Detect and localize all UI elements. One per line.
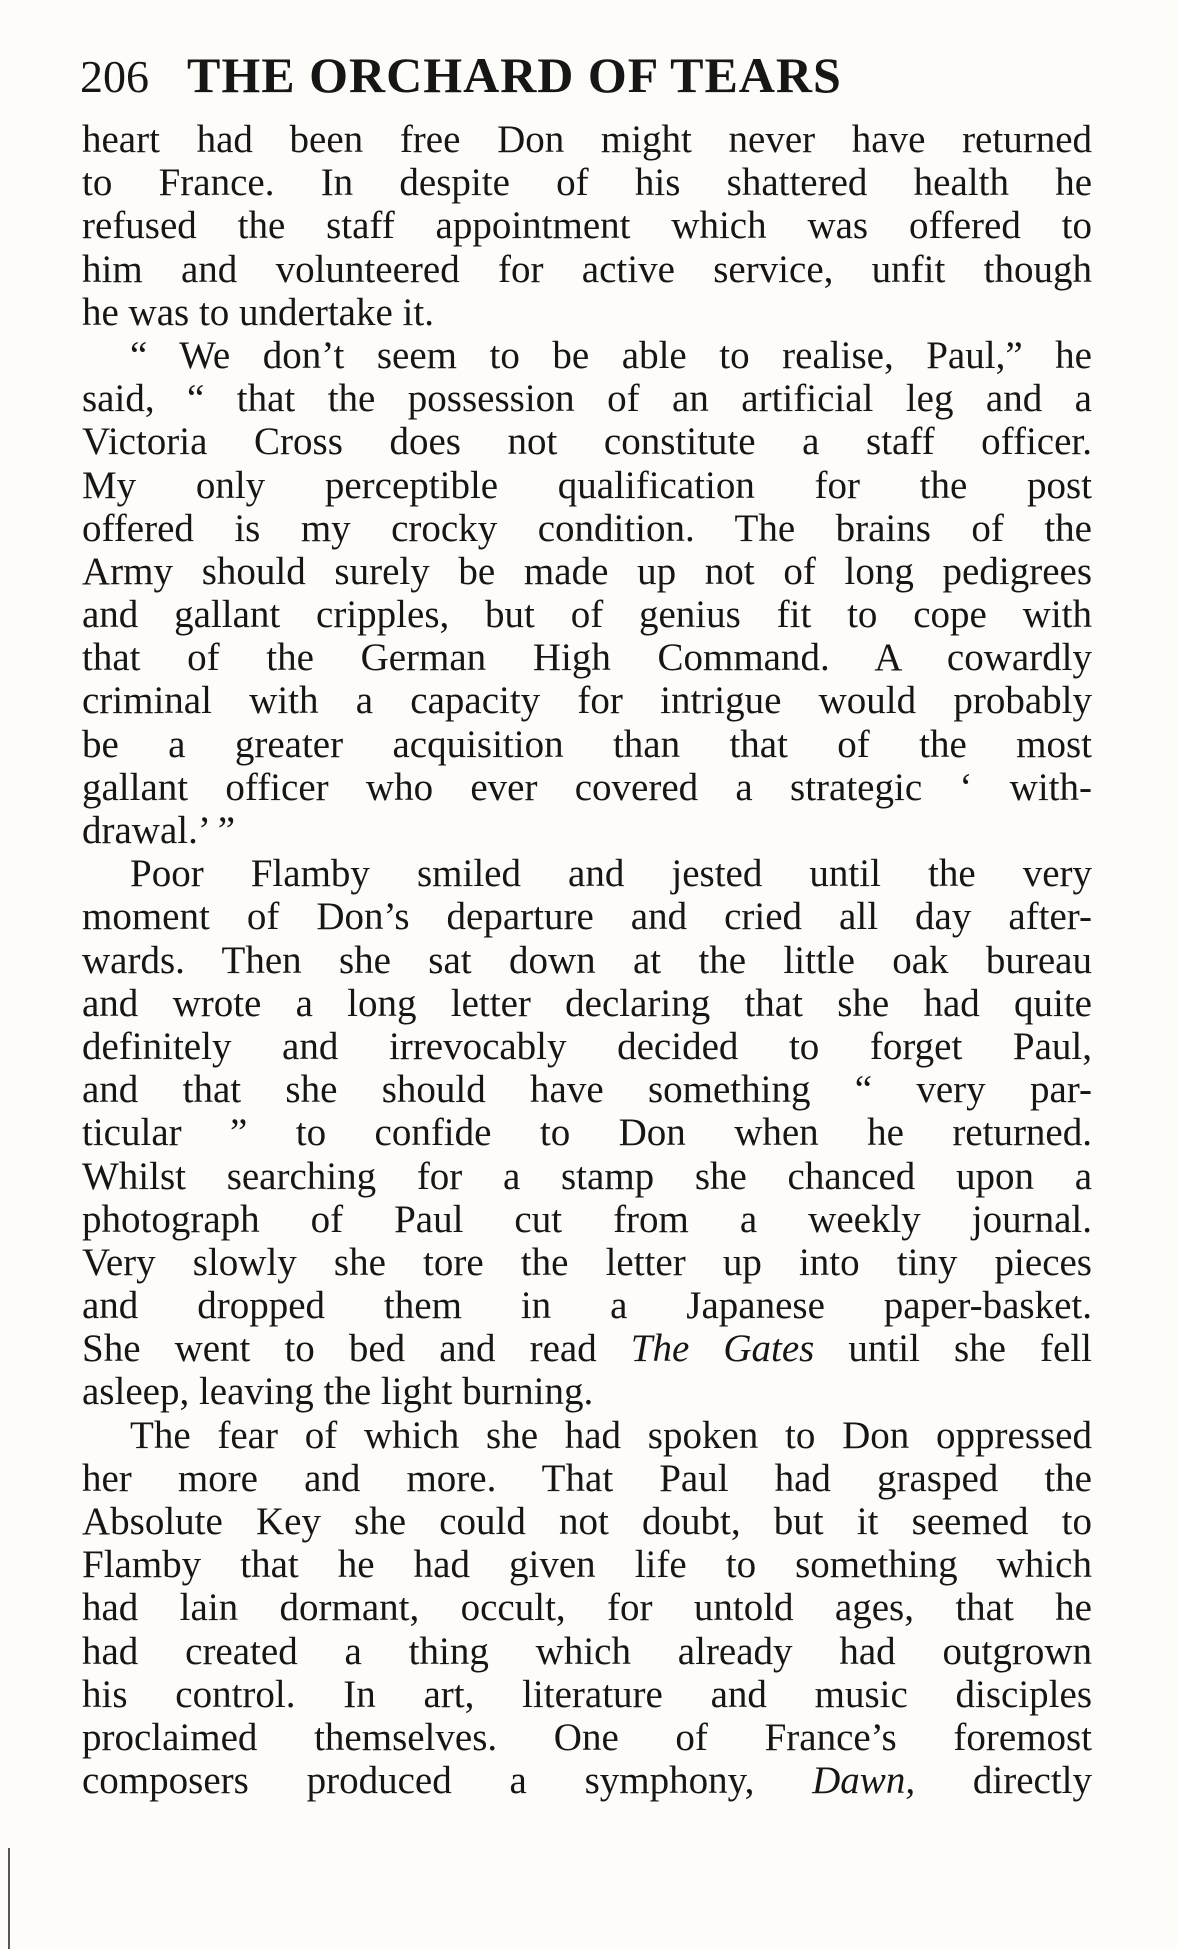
text-segment: Poor Flamby smiled and jested until the very xyxy=(130,852,1092,896)
text-line xyxy=(82,1716,1092,1759)
text-line xyxy=(82,248,1092,291)
text-line xyxy=(82,464,1092,507)
text-segment: photograph of Paul cut from a weekly journal. xyxy=(82,1197,1092,1241)
text-segment: to France. In despite of his shattered health he xyxy=(82,161,1092,205)
text-line xyxy=(82,1111,1092,1154)
text-segment: composers produced a symphony, xyxy=(82,1759,813,1803)
text-segment: asleep, leaving the light burning. xyxy=(82,1370,594,1414)
text-line xyxy=(82,161,1092,204)
text-segment: he was to undertake it. xyxy=(82,290,434,334)
text-segment: Very slowly she tore the letter up into tiny pieces xyxy=(82,1240,1092,1284)
text-segment: Flamby that he had given life to something which xyxy=(82,1543,1092,1587)
text-line xyxy=(82,507,1092,550)
text-line xyxy=(82,1457,1092,1500)
text-segment: criminal with a capacity for intrigue would probably xyxy=(82,679,1092,723)
text-segment: definitely and irrevocably decided to forget Paul, xyxy=(82,1024,1092,1068)
text-segment: moment of Don’s departure and cried all day after- xyxy=(82,895,1092,939)
text-segment: had created a thing which already had outgrown xyxy=(82,1629,1092,1673)
text-line xyxy=(82,723,1092,766)
text-segment: said, “ that the possession of an artificial leg and a xyxy=(82,377,1092,421)
text-segment: and that she should have something “ very par- xyxy=(82,1068,1092,1112)
text-line xyxy=(82,1414,1092,1457)
text-line xyxy=(82,550,1092,593)
text-segment: and wrote a long letter declaring that she had quite xyxy=(82,981,1092,1025)
text-line xyxy=(82,939,1092,982)
text-line xyxy=(82,593,1092,636)
text-line xyxy=(82,118,1092,161)
text-line xyxy=(82,334,1092,377)
text-line xyxy=(82,679,1092,722)
running-head xyxy=(80,40,980,110)
text-segment: Army should surely be made up not of long pedigrees xyxy=(82,549,1092,593)
text-segment: and dropped them in a Japanese paper-basket. xyxy=(82,1284,1092,1328)
text-line xyxy=(82,809,1092,852)
text-line xyxy=(82,377,1092,420)
text-segment: Whilst searching for a stamp she chanced upon a xyxy=(82,1154,1092,1198)
text-segment: heart had been free Don might never have returned xyxy=(82,118,1092,161)
text-segment: until she fell xyxy=(814,1327,1092,1371)
text-line xyxy=(82,1155,1092,1198)
text-line xyxy=(82,291,1092,334)
text-segment: gallant officer who ever covered a strategic ‘ with- xyxy=(82,765,1092,809)
text-segment: My only perceptible qualification for the post xyxy=(82,463,1092,507)
body-text xyxy=(82,118,1092,1908)
page-number: 206 xyxy=(80,51,149,102)
text-line xyxy=(82,1586,1092,1629)
text-segment: Victoria Cross does not constitute a staff officer. xyxy=(82,420,1092,464)
text-line xyxy=(82,1673,1092,1716)
text-segment: proclaimed themselves. One of France’s foremost xyxy=(82,1715,1092,1759)
text-line xyxy=(82,420,1092,463)
text-segment: directly xyxy=(915,1759,1092,1803)
text-segment: her more and more. That Paul had grasped the xyxy=(82,1456,1092,1500)
text-line xyxy=(82,1198,1092,1241)
text-segment: wards. Then she sat down at the little oak bureau xyxy=(82,938,1092,982)
text-line xyxy=(82,1759,1092,1802)
italic-title: The Gates xyxy=(630,1327,815,1371)
text-segment: offered is my crocky condition. The brains of the xyxy=(82,506,1092,550)
italic-title: Dawn, xyxy=(812,1759,916,1803)
text-segment: his control. In art, literature and music disciples xyxy=(82,1672,1092,1716)
text-line xyxy=(82,895,1092,938)
text-line xyxy=(82,1327,1092,1370)
text-segment: refused the staff appointment which was offered to xyxy=(82,204,1092,248)
text-segment: him and volunteered for active service, unfit though xyxy=(82,247,1092,291)
running-title: THE ORCHARD OF TEARS xyxy=(187,47,842,103)
text-segment: had lain dormant, occult, for untold ages, that he xyxy=(82,1586,1092,1630)
text-line xyxy=(82,1370,1092,1413)
text-segment: “ We don’t seem to be able to realise, Paul,” he xyxy=(130,333,1092,377)
text-line xyxy=(82,1241,1092,1284)
text-segment: and gallant cripples, but of genius fit to cope with xyxy=(82,593,1092,637)
text-line xyxy=(82,1284,1092,1327)
margin-rule xyxy=(8,1848,10,1949)
text-line xyxy=(82,766,1092,809)
text-line xyxy=(82,636,1092,679)
text-line xyxy=(82,852,1092,895)
text-segment: ticular ” to confide to Don when he returned. xyxy=(82,1111,1092,1155)
text-line xyxy=(82,982,1092,1025)
text-line xyxy=(82,1630,1092,1673)
text-line xyxy=(82,204,1092,247)
text-line xyxy=(82,1068,1092,1111)
text-segment: She went to bed and read xyxy=(82,1327,631,1371)
text-segment: The fear of which she had spoken to Don oppressed xyxy=(130,1413,1092,1457)
text-segment: that of the German High Command. A cowardly xyxy=(82,636,1092,680)
text-line xyxy=(82,1543,1092,1586)
text-line xyxy=(82,1025,1092,1068)
text-segment: drawal.’ ” xyxy=(82,809,236,852)
text-segment: Absolute Key she could not doubt, but it seemed to xyxy=(82,1500,1092,1543)
text-line xyxy=(82,1500,1092,1543)
text-segment: be a greater acquisition than that of the most xyxy=(82,722,1092,766)
